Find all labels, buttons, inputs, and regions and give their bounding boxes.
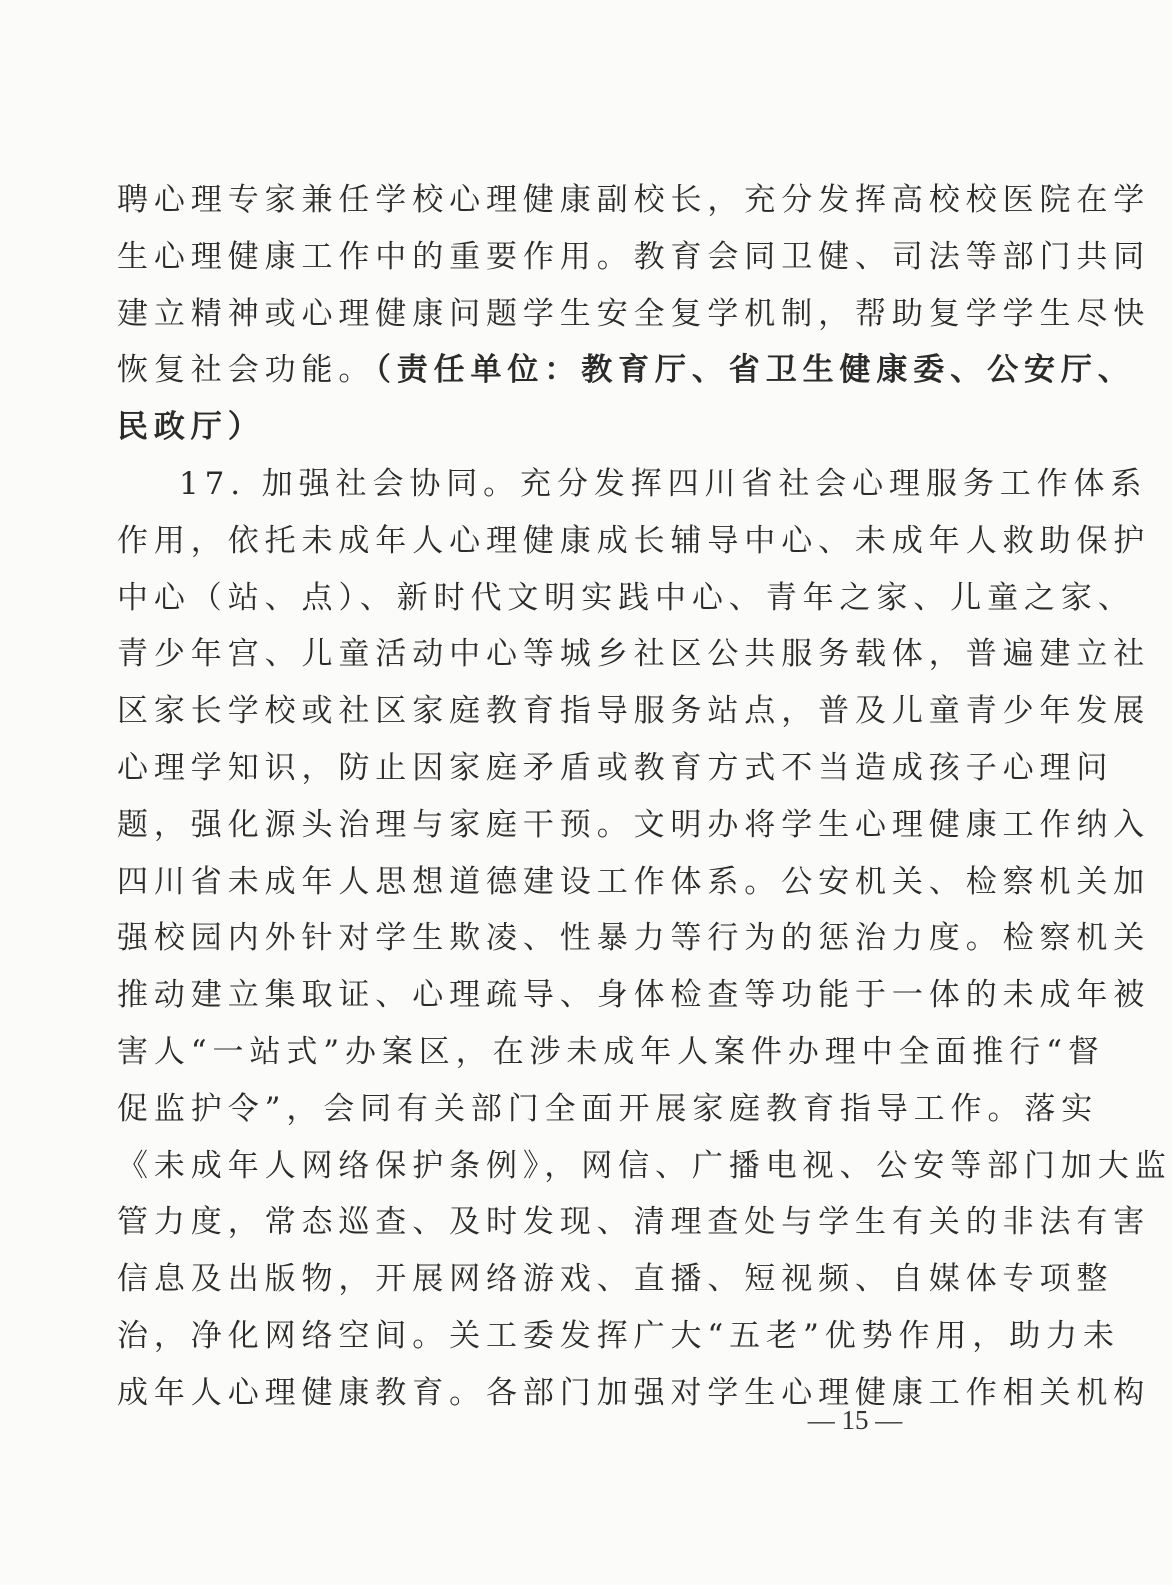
text-line: 心理学知识，防止因家庭矛盾或教育方式不当造成孩子心理问 bbox=[117, 749, 1114, 786]
text-line: 成年人心理健康教育。各部门加强对学生心理健康工作相关机构 bbox=[117, 1374, 1151, 1411]
text-segment: 恢复社会功能。 bbox=[117, 352, 376, 389]
text-line: 建立精神或心理健康问题学生安全复学机制，帮助复学学生尽快 bbox=[117, 295, 1151, 332]
responsibility-units: 民政厅） bbox=[117, 409, 265, 446]
text-line: 聘心理专家兼任学校心理健康副校长，充分发挥高校校医院在学 bbox=[117, 182, 1151, 218]
paragraph-start-line: 17. 加强社会协同。充分发挥四川省社会心理服务工作体系 bbox=[179, 465, 1148, 502]
text-line: 区家长学校或社区家庭教育指导服务站点，普及儿童青少年发展 bbox=[117, 693, 1151, 730]
text-line: 《未成年人网络保护条例》，网信、广播电视、公安等部门加大监 bbox=[117, 1147, 1172, 1184]
text-line: 管力度，常态巡查、及时发现、清理查处与学生有关的非法有害 bbox=[117, 1204, 1151, 1241]
document-body bbox=[117, 172, 1172, 1422]
text-line bbox=[117, 399, 962, 456]
text-line: 题，强化源头治理与家庭干预。文明办将学生心理健康工作纳入 bbox=[117, 806, 1151, 843]
text-line: 四川省未成年人思想道德建设工作体系。公安机关、检察机关加 bbox=[117, 863, 1151, 900]
responsibility-units: （责任单位：教育厅、省卫生健康委、公安厅、 bbox=[375, 352, 1135, 389]
text-line: 强校园内外针对学生欺凌、性暴力等行为的惩治力度。检察机关 bbox=[117, 920, 1151, 957]
text-line: 中心（站、点）、新时代文明实践中心、青年之家、儿童之家、 bbox=[117, 579, 1135, 616]
text-line: 作用，依托未成年人心理健康成长辅导中心、未成年人救助保护 bbox=[117, 522, 1151, 559]
text-line: 生心理健康工作中的重要作用。教育会同卫健、司法等部门共同 bbox=[117, 238, 1151, 275]
text-line bbox=[117, 342, 1135, 399]
text-line: 青少年宫、儿童活动中心等城乡社区公共服务载体，普遍建立社 bbox=[117, 636, 1151, 673]
page-number: — 15 — bbox=[807, 1405, 903, 1435]
text-line: 促监护令”，会同有关部门全面开展家庭教育指导工作。落实 bbox=[117, 1090, 1099, 1127]
text-line: 害人“一站式”办案区，在涉未成年人案件办理中全面推行“督 bbox=[117, 1033, 1105, 1070]
text-line: 推动建立集取证、心理疏导、身体检查等功能于一体的未成年被 bbox=[117, 977, 1151, 1014]
text-line: 治，净化网络空间。关工委发挥广大“五老”优势作用，助力未 bbox=[117, 1317, 1120, 1354]
text-line: 信息及出版物，开展网络游戏、直播、短视频、自媒体专项整 bbox=[117, 1261, 1114, 1298]
